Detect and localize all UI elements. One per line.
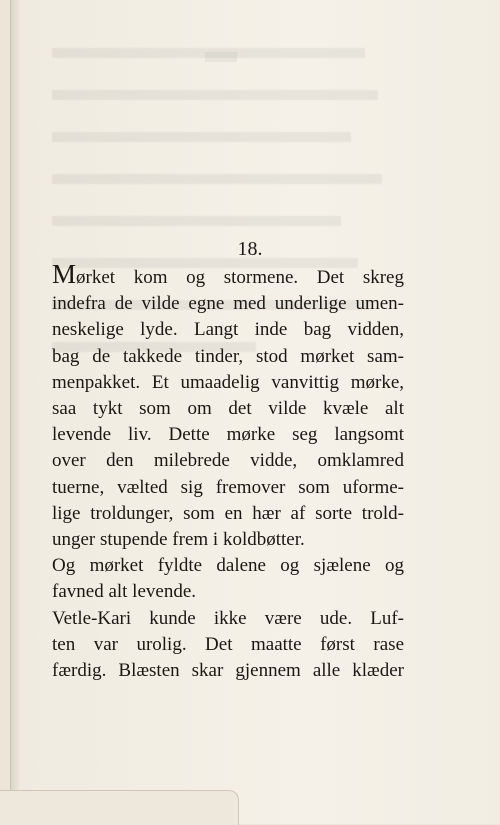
text-line: unger stupende frem i koldbøtter. xyxy=(52,529,305,551)
text-line: færdig. Blæsten skar gjennem alle klæder xyxy=(52,660,404,682)
body-text xyxy=(52,259,404,684)
text-line: Mørket kom og stormene. Det skreg xyxy=(52,259,404,289)
text-line: levende liv. Dette mørke seg langsomt xyxy=(52,424,404,446)
text-line: tuerne, vælted sig fremover som uforme- xyxy=(52,476,404,498)
text-line: ten var urolig. Det maatte først rase xyxy=(52,633,404,655)
chapter-number: 18. xyxy=(237,238,263,260)
text-line: indefra de vilde egne med underlige umen- xyxy=(52,293,404,315)
text-line: over den milebrede vidde, omklamred xyxy=(52,450,404,472)
text-line: bag de takkede tinder, stod mørket sam- xyxy=(52,345,404,367)
text-line: favned alt levende. xyxy=(52,581,197,603)
text-line: saa tykt som om det vilde kvæle alt xyxy=(52,398,404,420)
text-line: neskelige lyde. Langt inde bag vidden, xyxy=(52,319,404,341)
text-line: Vetle-Kari kunde ikke være ude. Luf- xyxy=(52,607,404,629)
text-line: menpakket. Et umaadelig vanvittig mørke, xyxy=(52,371,404,393)
initial-letter: M xyxy=(52,259,77,289)
page-edge-tab xyxy=(0,790,239,825)
text-line: Og mørket fyldte dalene og sjælene og xyxy=(52,555,404,577)
text-line: lige troldunger, som en hær af sorte trold- xyxy=(52,502,404,524)
